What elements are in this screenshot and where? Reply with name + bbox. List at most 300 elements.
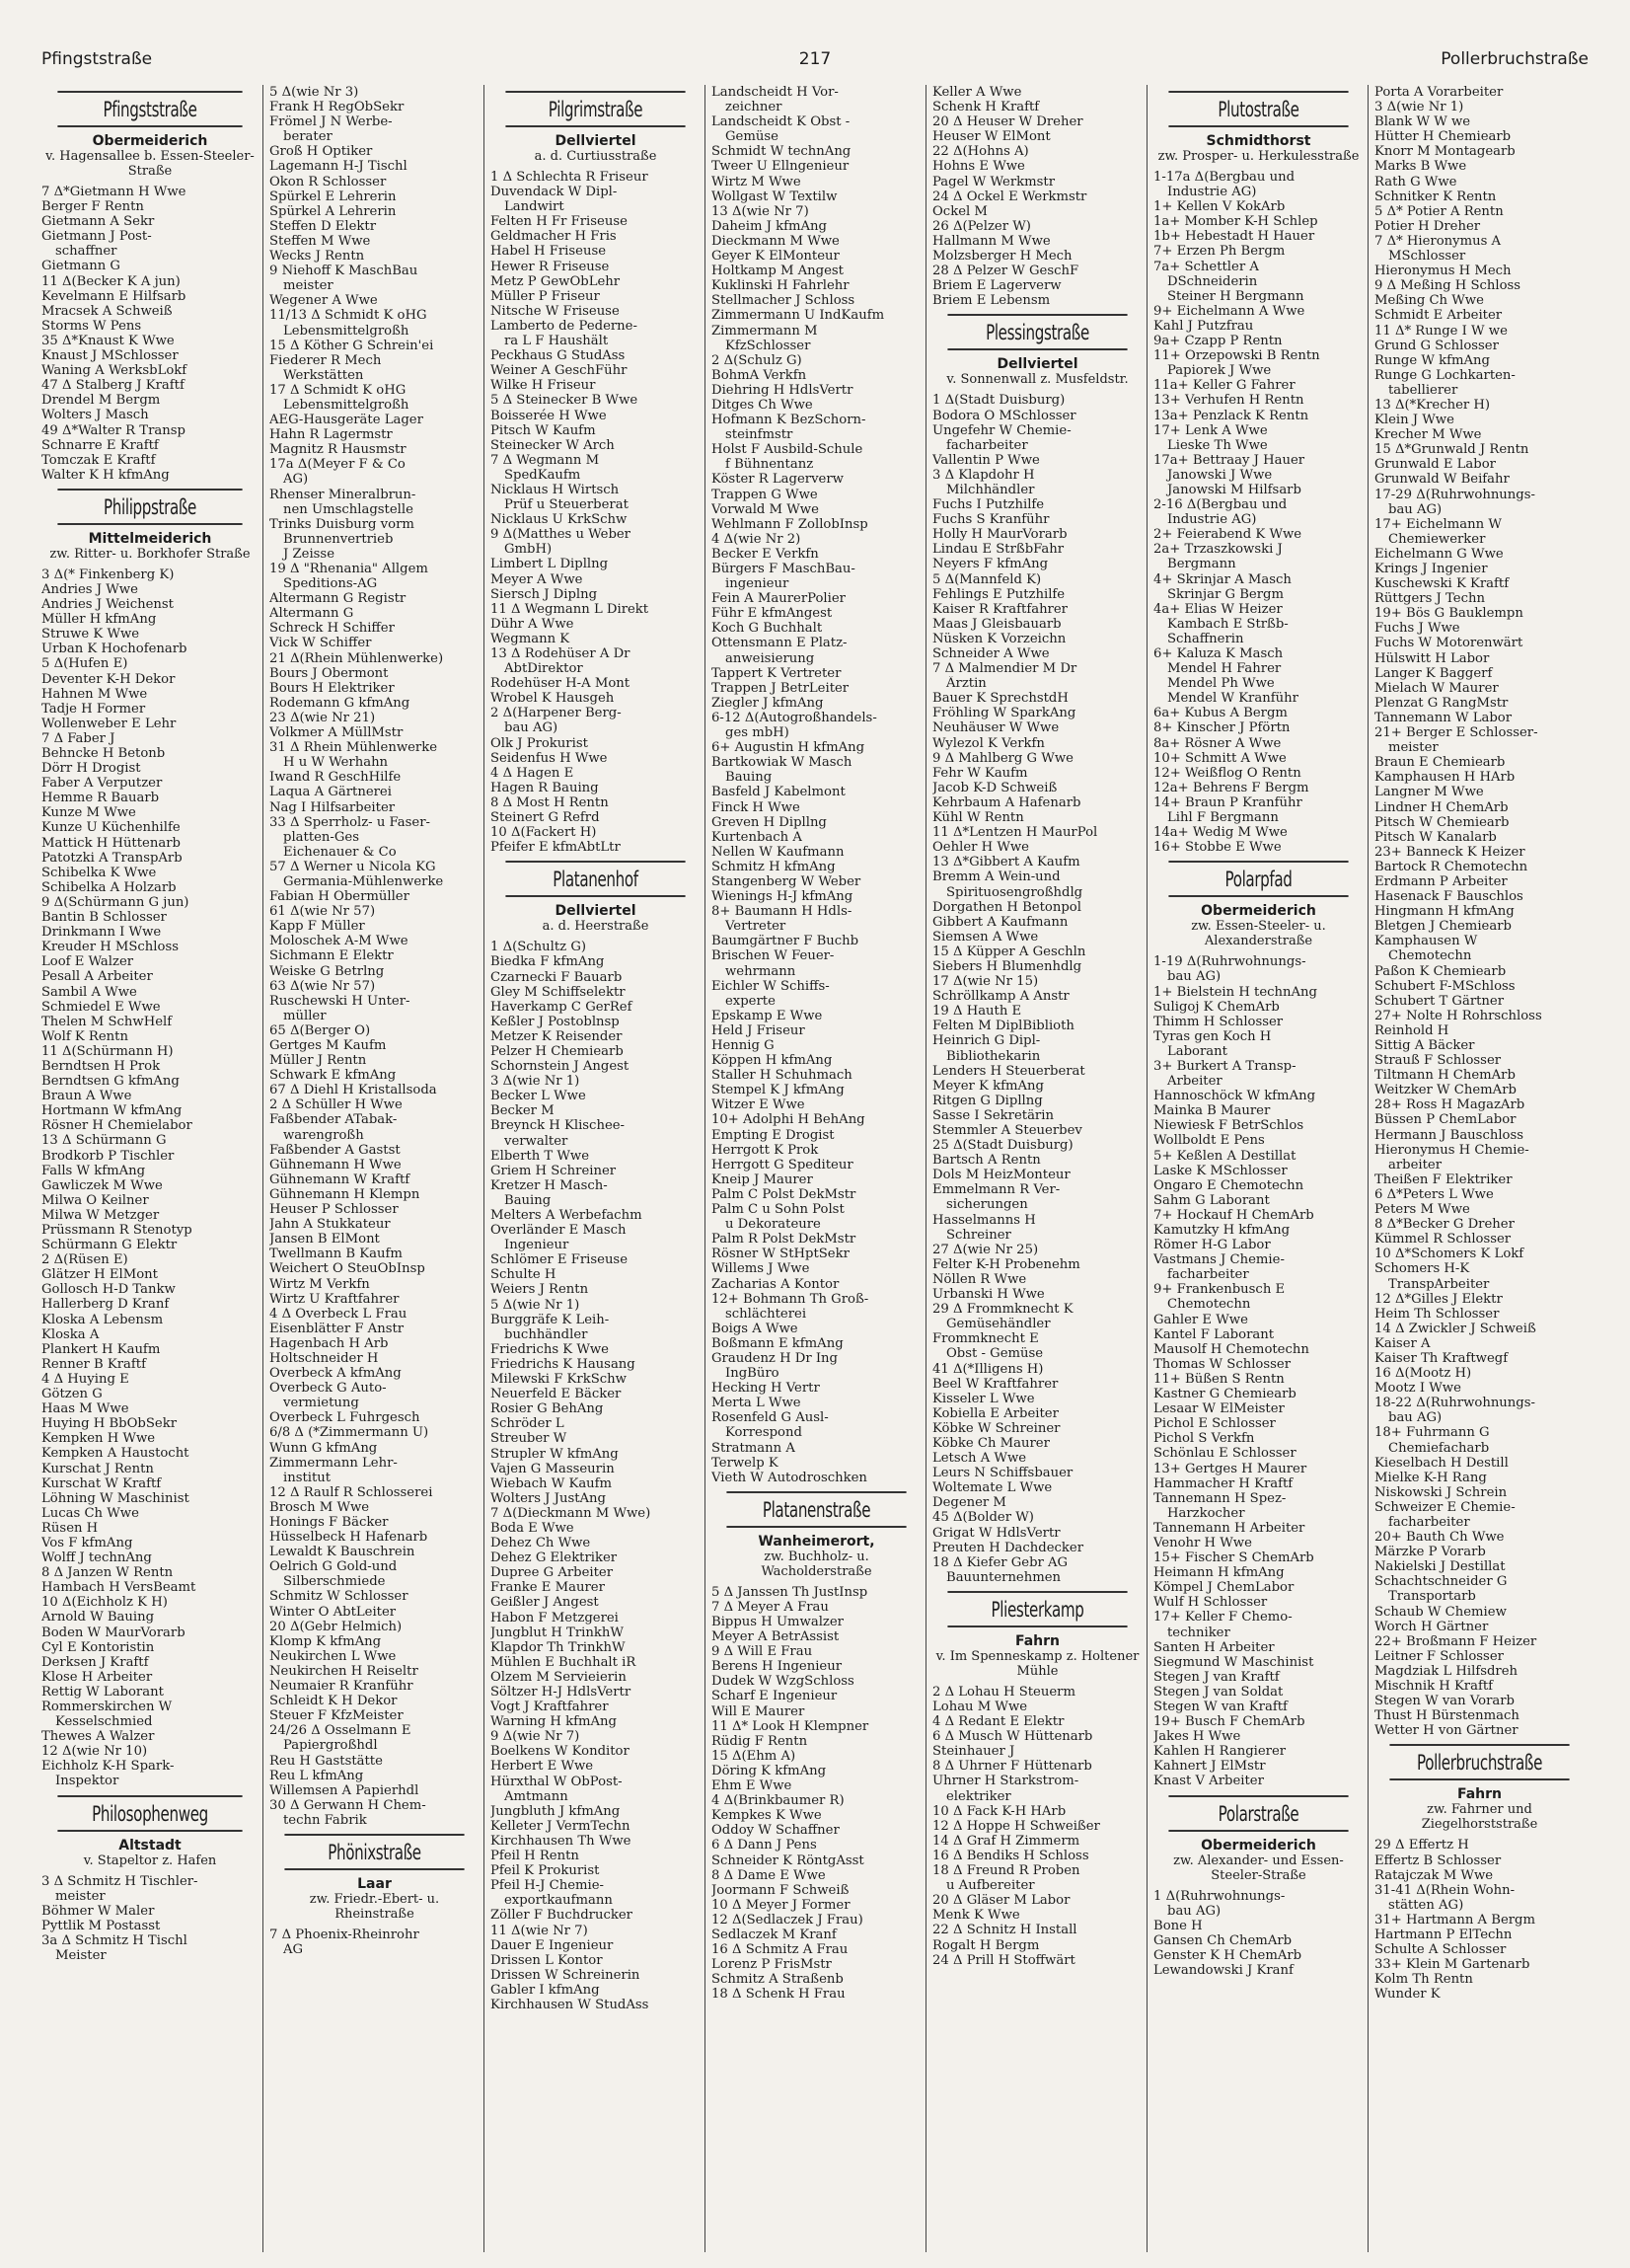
- street-range: v. Hagensallee b. Essen-Steeler-Straße: [45, 149, 255, 179]
- resident-entry: Vorwald M Wwe: [711, 501, 819, 517]
- resident-entry: Hemme R Bauarb: [41, 791, 160, 806]
- resident-entry: Wulf H Schlosser: [1153, 1595, 1268, 1611]
- resident-entry: Prüf u Steuerberat: [504, 497, 629, 513]
- resident-entry: 7+ Hockauf H ChemArb: [1153, 1207, 1314, 1223]
- resident-entry: 11 Δ* Runge I W we: [1374, 323, 1508, 339]
- resident-entry: Leurs N Schiffsbauer: [932, 1466, 1074, 1481]
- street-range: zw. Prosper- u. Herkulesstraße: [1157, 149, 1360, 164]
- resident-entry: 17-29 Δ(Ruhrwohnungs-: [1374, 487, 1535, 502]
- resident-entry: Schweizer E Chemie-: [1374, 1499, 1516, 1515]
- resident-entry: Waning A WerksbLokf: [41, 363, 187, 379]
- resident-entry: Oelrich G Gold-und: [269, 1559, 398, 1575]
- district-name: Fahrn: [1456, 1786, 1503, 1803]
- resident-entry: Wunn G kfmAng: [269, 1440, 378, 1456]
- resident-entry: Kaiser R Kraftfahrer: [932, 601, 1068, 617]
- resident-entry: Plenzat G RangMstr: [1374, 695, 1509, 711]
- resident-entry: 6-12 Δ(Autogroßhandels-: [711, 710, 877, 725]
- resident-entry: Tomczak E Kraftf: [41, 452, 156, 468]
- resident-entry: 7 Δ Malmendier M Dr: [932, 661, 1077, 677]
- resident-entry: Lamberto de Pederne-: [490, 318, 637, 334]
- resident-entry: Gietmann A Sekr: [41, 214, 155, 230]
- street-range: zw. Fahrner und Ziegelhorststraße: [1421, 1802, 1538, 1833]
- resident-entry: Thust H Bürstenmach: [1374, 1708, 1519, 1724]
- resident-entry: Lihl F Bergmann: [1167, 810, 1279, 826]
- street-heading: [1153, 861, 1364, 948]
- resident-entry: 45 Δ(Bolder W): [932, 1510, 1034, 1526]
- resident-entry: Maas J Gleisbauarb: [932, 616, 1062, 632]
- resident-entry: 7 Δ Meyer A Frau: [711, 1599, 829, 1615]
- resident-entry: Kahlen H Rangierer: [1153, 1744, 1287, 1760]
- resident-entry: Ditges Ch Wwe: [711, 397, 813, 413]
- resident-entry: Kloska A Lebensm: [41, 1312, 164, 1327]
- resident-entry: AG): [283, 472, 309, 488]
- resident-entry: Grunwald W Beifahr: [1374, 472, 1510, 488]
- resident-entry: Pitsch W Kanalarb: [1374, 829, 1497, 845]
- resident-entry: Witzer E Wwe: [711, 1097, 805, 1113]
- resident-entry: 7 Δ Wegmann M: [490, 452, 600, 468]
- resident-entry: Lindau E StrßbFahr: [932, 542, 1065, 558]
- resident-entry: 21+ Berger E Schlosser-: [1374, 725, 1538, 741]
- resident-entry: Hohns E Wwe: [932, 159, 1025, 175]
- resident-entry: Braun A Wwe: [41, 1089, 132, 1104]
- resident-entry: 31-41 Δ(Rhein Wohn-: [1374, 1882, 1516, 1898]
- resident-entry: Czarnecki F Bauarb: [490, 969, 623, 985]
- resident-entry: Döring K kfmAng: [711, 1763, 827, 1778]
- resident-entry: Held J Friseur: [711, 1022, 805, 1038]
- resident-entry: Magnitz R Hausmstr: [269, 442, 407, 458]
- resident-entry: Mendel Ph Wwe: [1167, 676, 1275, 692]
- resident-entry: Zacharias A Kontor: [711, 1276, 840, 1292]
- resident-entry: 4 Δ(Brinkbaumer R): [711, 1793, 845, 1809]
- resident-entry: 12 Δ Raulf R Schlosserei: [269, 1484, 433, 1500]
- resident-entry: 16 Δ(Mootz H): [1374, 1366, 1472, 1382]
- resident-entry: Andries J Weichenst: [41, 597, 174, 613]
- resident-entry: 67 Δ Diehl H Kristallsoda: [269, 1083, 437, 1098]
- resident-entry: Dorgathen H Betonpol: [932, 899, 1081, 915]
- resident-entry: Twellmann B Kaufm: [269, 1247, 403, 1262]
- resident-entry: Wirtz M Verkfn: [269, 1276, 370, 1292]
- resident-entry: 7a+ Schettler A: [1153, 259, 1259, 274]
- resident-entry: Sichmann E Elektr: [269, 948, 394, 964]
- resident-entry: schaffner: [55, 244, 117, 260]
- resident-entry: Klomp K kfmAng: [269, 1633, 382, 1649]
- resident-entry: wehrmann: [725, 963, 796, 979]
- resident-entry: buchhändler: [504, 1326, 588, 1342]
- resident-entry: Schaub W Chemiew: [1374, 1604, 1507, 1620]
- resident-entry: Meister: [55, 1948, 107, 1964]
- resident-entry: Will E Maurer: [711, 1703, 805, 1719]
- resident-entry: 13 Δ(wie Nr 7): [711, 203, 809, 219]
- resident-entry: Lenders H Steuerberat: [932, 1063, 1085, 1079]
- resident-entry: 6+ Kaluza K Masch: [1153, 646, 1284, 661]
- resident-entry: Vastmans J Chemie-: [1153, 1252, 1285, 1268]
- resident-entry: 19+ Bös G Bauklempn: [1374, 606, 1523, 622]
- resident-entry: Bauing: [725, 770, 773, 786]
- district-name: Dellviertel: [555, 903, 636, 920]
- street-name: Plutostraße: [1168, 91, 1348, 127]
- resident-entry: 16 Δ Schmitz A Frau: [711, 1942, 849, 1958]
- resident-entry: Schmitz W Schlosser: [269, 1589, 408, 1605]
- resident-entry: Fröhling W SparkAng: [932, 706, 1076, 721]
- resident-entry: 1+ Kellen V KokArb: [1153, 199, 1286, 215]
- resident-entry: Trinks Duisburg vorm: [269, 516, 414, 532]
- resident-entry: Arnold W Bauing: [41, 1610, 155, 1625]
- resident-entry: Stegen W van Kraftf: [1153, 1700, 1288, 1714]
- resident-entry: Ockel M: [932, 203, 988, 219]
- directory-column: [262, 85, 483, 2252]
- resident-entry: Nüsken K Vorzeichn: [932, 631, 1067, 646]
- resident-entry: Landscheidt K Obst -: [711, 114, 851, 130]
- resident-entry: 18+ Fuhrmann G: [1374, 1425, 1490, 1441]
- resident-entry: Ärztin: [946, 676, 987, 692]
- street-name: Polarstraße: [1168, 1795, 1348, 1832]
- resident-entry: Niewiesk F BetrSchlos: [1153, 1118, 1304, 1134]
- resident-entry: Bartock R Chemotechn: [1374, 859, 1528, 874]
- resident-entry: Metzer K Reisender: [490, 1028, 623, 1044]
- resident-entry: Wolters J Masch: [41, 408, 149, 423]
- resident-entry: Pfeifer E kfmAbtLtr: [490, 840, 621, 856]
- resident-entry: Industrie AG): [1167, 185, 1257, 200]
- street-name: Pfingststraße: [57, 91, 242, 127]
- resident-entry: Grunwald E Labor: [1374, 457, 1496, 473]
- resident-entry: 1+ Bielstein H technAng: [1153, 984, 1317, 1000]
- street-heading: [1374, 1744, 1585, 1832]
- resident-entry: Volkmer A MüllMstr: [269, 725, 404, 741]
- resident-entry: 30 Δ Gerwann H Chem-: [269, 1797, 426, 1813]
- resident-entry: Vogt J Kraftfahrer: [490, 1700, 609, 1715]
- resident-entry: Schürmann G Elektr: [41, 1238, 178, 1253]
- resident-entry: 12 Δ(Sedlaczek J Frau): [711, 1912, 863, 1928]
- resident-entry: Hasselmanns H: [932, 1212, 1036, 1228]
- resident-entry: Lebensmittelgroßh: [283, 323, 409, 339]
- resident-entry: Rosenfeld G Ausl-: [711, 1410, 829, 1426]
- resident-entry: Keßler J Postoblnsp: [490, 1014, 620, 1029]
- resident-entry: 2 Δ(Rüsen E): [41, 1252, 128, 1268]
- resident-entry: 5 Δ(Mannfeld K): [932, 571, 1042, 587]
- resident-entry: Hermann J Bauschloss: [1374, 1127, 1524, 1143]
- resident-entry: Schreiner: [946, 1227, 1011, 1243]
- resident-entry: Felten M DiplBiblioth: [932, 1019, 1074, 1034]
- resident-entry: Jungbluth J kfmAng: [490, 1803, 621, 1819]
- resident-entry: Reinhold H: [1374, 1022, 1449, 1038]
- resident-entry: Pitsch W Kaufm: [490, 422, 596, 438]
- street-name: Phönixstraße: [284, 1834, 464, 1870]
- resident-entry: Cyl E Kontoristin: [41, 1639, 155, 1655]
- resident-entry: Hahn R Lagermstr: [269, 427, 393, 443]
- resident-entry: Pitsch W Chemiearb: [1374, 814, 1510, 830]
- resident-entry: 5 Δ(wie Nr 1): [490, 1297, 580, 1313]
- resident-entry: 11 Δ Wegmann L Direkt: [490, 601, 649, 617]
- street-heading: [41, 1795, 259, 1868]
- resident-entry: 49 Δ*Walter R Transp: [41, 422, 185, 438]
- resident-entry: experte: [725, 993, 776, 1009]
- resident-entry: Emmelmann R Ver-: [932, 1182, 1061, 1198]
- resident-entry: Glätzer H ElMont: [41, 1267, 158, 1283]
- resident-entry: 13 Δ*Gibbert A Kaufm: [932, 855, 1080, 870]
- resident-entry: Okon R Schlosser: [269, 174, 387, 189]
- street-name: Philippstraße: [57, 489, 242, 525]
- resident-entry: Kurschat J Rentn: [41, 1461, 154, 1476]
- resident-entry: Bippus H Umwalzer: [711, 1615, 844, 1629]
- resident-entry: Walter K H kfmAng: [41, 467, 170, 483]
- running-head-right: Pollerbruchstraße: [1441, 49, 1589, 69]
- resident-entry: 1a+ Momber K-H Schlep: [1153, 214, 1318, 230]
- resident-entry: Frommknecht E: [932, 1331, 1039, 1347]
- resident-entry: 13 Δ Rodehüser A Dr: [490, 646, 630, 661]
- resident-entry: Schubert F-MSchloss: [1374, 978, 1516, 994]
- resident-entry: 11 Δ(Becker K A jun): [41, 273, 181, 289]
- resident-entry: Brischen W Feuer-: [711, 948, 835, 964]
- resident-entry: 12 Δ Hoppe H Schweißer: [932, 1818, 1100, 1834]
- resident-entry: 1-17a Δ(Bergbau und: [1153, 170, 1296, 185]
- resident-entry: Dehez Ch Wwe: [490, 1536, 591, 1551]
- resident-entry: Schulte H: [490, 1267, 556, 1283]
- resident-entry: Beel W Kraftfahrer: [932, 1376, 1059, 1392]
- resident-entry: 22 Δ(Hohns A): [932, 144, 1029, 160]
- resident-entry: Ottensmann E Platz-: [711, 636, 848, 651]
- resident-entry: Rösner H Chemielabor: [41, 1118, 192, 1134]
- resident-entry: Friedrichs K Hausang: [490, 1356, 635, 1372]
- resident-entry: Woltemate L Wwe: [932, 1480, 1053, 1496]
- resident-entry: 19 Δ Hauth E: [932, 1004, 1022, 1020]
- resident-entry: Lieske Th Wwe: [1167, 437, 1268, 453]
- resident-entry: Deventer K-H Dekor: [41, 671, 176, 687]
- resident-entry: Leitner F Schlosser: [1374, 1648, 1504, 1664]
- resident-entry: 14 Δ Graf H Zimmerm: [932, 1833, 1080, 1849]
- street-heading: [490, 861, 701, 934]
- resident-entry: Nicklaus U KrkSchw: [490, 512, 628, 528]
- resident-entry: Altermann G Registr: [269, 591, 407, 607]
- resident-entry: zeichner: [725, 100, 782, 115]
- resident-entry: Fabian H Obermüller: [269, 889, 409, 905]
- resident-entry: Köbke W Schreiner: [932, 1420, 1061, 1436]
- resident-entry: 4+ Skrinjar A Masch: [1153, 571, 1292, 587]
- resident-entry: Neukirchen H Reiseltr: [269, 1663, 418, 1679]
- resident-entry: Vick W Schiffer: [269, 636, 372, 651]
- resident-entry: Andries J Wwe: [41, 581, 138, 597]
- resident-entry: Hallerberg D Kranf: [41, 1297, 170, 1313]
- resident-entry: 11/13 Δ Schmidt K oHG: [269, 308, 427, 324]
- resident-entry: Schornstein J Angest: [490, 1059, 630, 1075]
- resident-entry: Burggräfe K Leih-: [490, 1312, 610, 1327]
- resident-entry: Marks B Wwe: [1374, 159, 1467, 175]
- resident-entry: 2 Δ Lohau H Steuerm: [932, 1684, 1075, 1700]
- resident-entry: 6 Δ Musch W Hüttenarb: [932, 1729, 1093, 1745]
- resident-entry: Niskowski J Schrein: [1374, 1484, 1508, 1500]
- resident-entry: Kantel F Laborant: [1153, 1326, 1275, 1342]
- resident-entry: Hagen R Bauing: [490, 780, 599, 795]
- resident-entry: Köppen H kfmAng: [711, 1053, 833, 1069]
- resident-entry: 7 Δ Phoenix-Rheinrohr: [269, 1927, 419, 1942]
- resident-entry: Weiers J Rentn: [490, 1282, 589, 1298]
- resident-entry: 15 Δ*Grunwald J Rentn: [1374, 442, 1529, 458]
- resident-entry: Struwe K Wwe: [41, 627, 140, 643]
- resident-entry: 12a+ Behrens F Bergm: [1153, 780, 1309, 795]
- resident-entry: Zöller F Buchdrucker: [490, 1908, 632, 1924]
- resident-entry: Langner M Wwe: [1374, 785, 1484, 800]
- resident-entry: 10 Δ(Fackert H): [490, 825, 597, 841]
- resident-entry: Rettig W Laborant: [41, 1684, 164, 1700]
- resident-entry: Nakielski J Destillat: [1374, 1559, 1506, 1575]
- district-name: Mittelmeiderich: [88, 530, 212, 547]
- resident-entry: Fehr W Kaufm: [932, 765, 1028, 781]
- resident-entry: Milwa O Keilner: [41, 1192, 149, 1208]
- resident-entry: Kempken H Wwe: [41, 1431, 156, 1447]
- resident-entry: Schomers H-K: [1374, 1261, 1470, 1277]
- resident-entry: Wollgast W Textilw: [711, 189, 838, 204]
- resident-entry: Dehez G Elektriker: [490, 1550, 618, 1566]
- resident-entry: Stegen J van Soldat: [1153, 1684, 1284, 1700]
- resident-entry: Metz P GewObLehr: [490, 273, 621, 289]
- resident-entry: Hieronymus H Mech: [1374, 264, 1512, 279]
- resident-entry: Silberschmiede: [283, 1574, 386, 1590]
- resident-entry: Gley M Schiffselektr: [490, 984, 626, 1000]
- resident-entry: Jansen B ElMont: [269, 1232, 380, 1247]
- resident-entry: Fuchs W Motorenwärt: [1374, 636, 1523, 651]
- resident-entry: Wollenweber E Lehr: [41, 716, 177, 731]
- street-heading: [711, 1491, 922, 1579]
- resident-entry: Geyer K ElMonteur: [711, 249, 840, 265]
- resident-entry: AEG-Hausgeräte Lager: [269, 413, 423, 428]
- resident-entry: 24/26 Δ Osselmann E: [269, 1723, 411, 1739]
- resident-entry: 7+ Erzen Ph Bergm: [1153, 244, 1286, 260]
- street-range: zw. Alexander- und Essen-Steeler-Straße: [1173, 1852, 1344, 1883]
- resident-entry: exportkaufmann: [504, 1893, 613, 1909]
- resident-entry: Berndtsen H Prok: [41, 1058, 161, 1074]
- resident-entry: Briem E Lebensm: [932, 293, 1051, 309]
- resident-entry: Meyer A BetrAssist: [711, 1629, 840, 1645]
- resident-entry: Becker M: [490, 1103, 555, 1119]
- resident-entry: Schulte A Schlosser: [1374, 1942, 1507, 1958]
- resident-entry: Hortmann W kfmAng: [41, 1103, 183, 1119]
- resident-entry: 8+ Kinscher J Pförtn: [1153, 720, 1291, 736]
- resident-entry: 1 Δ(Stadt Duisburg): [932, 393, 1066, 409]
- resident-entry: Papiergroßhdl: [283, 1738, 378, 1754]
- resident-entry: Fuchs J Wwe: [1374, 621, 1460, 637]
- resident-entry: Kastner G Chemiearb: [1153, 1387, 1297, 1402]
- resident-entry: anweisierung: [725, 650, 815, 666]
- resident-entry: Gietmann G: [41, 259, 120, 274]
- street-name: Platanenhof: [505, 861, 685, 897]
- resident-entry: Merta L Wwe: [711, 1396, 801, 1411]
- resident-entry: Kirchhausen W StudAss: [490, 1997, 649, 2012]
- resident-entry: Pichol E Schlosser: [1153, 1416, 1276, 1432]
- resident-entry: 28 Δ Pelzer W GeschF: [932, 264, 1079, 279]
- resident-entry: IngBüro: [725, 1366, 779, 1382]
- street-name: Pilgrimstraße: [505, 91, 685, 127]
- resident-entry: Patotzki A TranspArb: [41, 850, 183, 866]
- resident-entry: Tweer U Ellngenieur: [711, 159, 850, 175]
- resident-entry: Kobiella E Arbeiter: [932, 1405, 1059, 1421]
- resident-entry: Elberth T Wwe: [490, 1148, 590, 1164]
- resident-entry: Gühnemann H Klempn: [269, 1186, 420, 1202]
- resident-entry: Kapp F Müller: [269, 919, 365, 935]
- resident-entry: Böhmer W Maler: [41, 1903, 155, 1919]
- directory-column: [1368, 85, 1589, 2252]
- resident-entry: Breynck H Klischee-: [490, 1118, 626, 1134]
- resident-entry: Brunnenvertrieb: [283, 531, 394, 547]
- district-name: Dellviertel: [555, 133, 636, 149]
- resident-entry: Herbert E Wwe: [490, 1759, 594, 1775]
- resident-entry: Drinkmann I Wwe: [41, 925, 162, 941]
- resident-entry: Chemotechn: [1388, 948, 1472, 964]
- resident-entry: 9 Δ(Schürmann G jun): [41, 894, 189, 910]
- resident-entry: Kesselschmied: [55, 1714, 153, 1730]
- resident-entry: Thomas W Schlosser: [1153, 1356, 1292, 1372]
- resident-entry: Bours H Elektriker: [269, 680, 395, 696]
- resident-entry: 6a+ Kubus A Bergm: [1153, 706, 1288, 721]
- resident-entry: Lucas Ch Wwe: [41, 1505, 139, 1521]
- resident-entry: f Bühnentanz: [725, 457, 814, 473]
- resident-entry: 31 Δ Rhein Mühlenwerke: [269, 740, 438, 756]
- resident-entry: 11 Δ*Lentzen H MaurPol: [932, 825, 1098, 841]
- resident-entry: 10 Δ(Eichholz K H): [41, 1595, 168, 1611]
- resident-entry: platten-Ges: [283, 829, 359, 845]
- resident-entry: techniker: [1167, 1625, 1230, 1640]
- resident-entry: Diehring H HdlsVertr: [711, 382, 853, 398]
- resident-entry: 27 Δ(wie Nr 25): [932, 1242, 1039, 1257]
- directory-column: [483, 85, 704, 2252]
- resident-entry: Seidenfus H Wwe: [490, 750, 608, 766]
- resident-entry: Faßbender A Gastst: [269, 1142, 401, 1158]
- resident-entry: Fuchs S Kranführ: [932, 512, 1050, 528]
- resident-entry: Derksen J Kraftf: [41, 1654, 149, 1670]
- resident-entry: arbeiter: [1388, 1157, 1443, 1172]
- resident-entry: Boigs A Wwe: [711, 1321, 798, 1336]
- resident-entry: 11+ Büßen S Rentn: [1153, 1371, 1285, 1387]
- resident-entry: GmbH): [504, 542, 553, 558]
- resident-entry: Hecking H Vertr: [711, 1381, 820, 1397]
- resident-entry: Kehrbaum A Hafenarb: [932, 794, 1081, 810]
- resident-entry: Germania-Mühlenwerke: [283, 873, 444, 889]
- resident-entry: 23 Δ(wie Nr 21): [269, 710, 376, 725]
- resident-entry: Ritgen G Dipllng: [932, 1093, 1043, 1108]
- resident-entry: Bone H: [1153, 1918, 1203, 1933]
- resident-entry: 35 Δ*Knaust K Wwe: [41, 333, 175, 348]
- district-name: Obermeiderich: [1201, 903, 1316, 920]
- resident-entry: 63 Δ(wie Nr 57): [269, 978, 376, 994]
- resident-entry: 3a Δ Schmitz H Tischl: [41, 1932, 187, 1948]
- resident-entry: Müller J Rentn: [269, 1053, 367, 1069]
- resident-entry: 13+ Verhufen H Rentn: [1153, 393, 1304, 409]
- resident-entry: Uhrner H Starkstrom-: [932, 1774, 1079, 1789]
- resident-entry: 17a Δ(Meyer F & Co: [269, 457, 406, 473]
- resident-entry: Stegen J van Kraftf: [1153, 1669, 1280, 1685]
- resident-entry: Kamphausen H HArb: [1374, 770, 1516, 786]
- resident-entry: 8a+ Rösner A Wwe: [1153, 735, 1282, 751]
- resident-entry: bau AG): [1388, 1410, 1443, 1426]
- resident-entry: Nag I Hilfsarbeiter: [269, 799, 396, 815]
- resident-entry: Gollosch H-D Tankw: [41, 1282, 176, 1298]
- resident-entry: Schachtschneider G: [1374, 1574, 1508, 1590]
- resident-entry: Klapdor Th TrinkhW: [490, 1639, 626, 1655]
- resident-entry: Chemiewerker: [1388, 531, 1486, 547]
- directory-column: [704, 85, 926, 2252]
- resident-entry: Palm R Polst DekMstr: [711, 1232, 856, 1247]
- resident-entry: 13 Δ(*Krecher H): [1374, 397, 1491, 413]
- resident-entry: 15 Δ Küpper A Geschln: [932, 944, 1086, 959]
- resident-entry: Basfeld J Kabelmont: [711, 785, 846, 800]
- resident-entry: 9a+ Czapp P Rentn: [1153, 334, 1283, 349]
- resident-entry: Gawliczek M Wwe: [41, 1177, 163, 1193]
- resident-entry: meister: [283, 278, 333, 294]
- resident-entry: Langer K Baggerf: [1374, 665, 1493, 681]
- resident-entry: Tannemann H Spez-: [1153, 1490, 1287, 1506]
- resident-entry: Klose H Arbeiter: [41, 1669, 153, 1685]
- resident-entry: schlächterei: [725, 1306, 807, 1322]
- resident-entry: Hasenack F Bauschlos: [1374, 889, 1523, 905]
- resident-entry: Wilke H Friseur: [490, 378, 596, 394]
